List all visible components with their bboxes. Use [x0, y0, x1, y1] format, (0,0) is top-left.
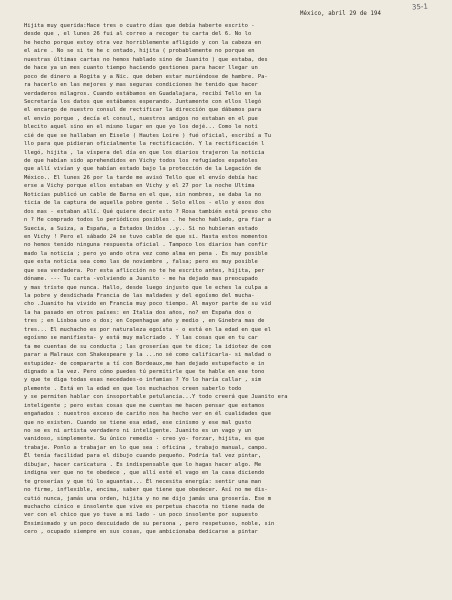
letter-line: que sea verdadera. Por esta aflicción no te he escrito antes, hijita, per — [24, 267, 265, 274]
letter-line: te groserías y que tú lo aguantas... Él necesita energía: sentir una man — [24, 478, 262, 485]
letter-line: ticia de la captura de aquella pobre gente . Solo ellos - ello y esos dos — [24, 200, 265, 207]
letter-line: cutió nunca, jamás una orden, hijita y no me dijo jamás una grosería. Ese m — [24, 495, 272, 502]
letter-line: cero , ocupado siempre en sus cosas, que ambicionaba dedicarse a pintar — [24, 529, 258, 536]
letter-line: blecito aquel sino en el mismo lugar en que yo los dejé... Como le noti — [24, 124, 258, 131]
letter-line: dibujar, hacer caricatura . Es indispensable que lo hagas hacer algo. Me — [24, 461, 262, 468]
letter-line: n ? He comprado todos lo periódicos posibles . he hecho hablado, gra fiar a — [24, 217, 272, 224]
letter-line: llegó, hijita , la víspera del día en que los diarios trajeron la noticia — [24, 149, 265, 156]
letter-line: Hijita muy querida:Hace tres o cuatro días que debía haberte escrito - — [24, 23, 255, 29]
letter-line: que no existen. Cuando se tiene esa edad, ese cinismo y ese mal gusto — [24, 419, 252, 426]
letter-line: erse a Vichy porque ellos estaban en Vichy y el 27 por la noche Ultima — [24, 183, 255, 190]
letter-line: ta me cuentas de su conducta ; las groserías que te dice; la idiotez de com — [24, 343, 272, 350]
letter-line: Ensimismado y un poco descuidado de su persona , pero respetuoso, noble, sin — [24, 520, 275, 527]
letter-line: México.. El lunes 26 por la tarde me avisó Tello que el envío debía hac — [24, 174, 258, 181]
letter-line: nuestras últimas cartas no hemos hablado sino de Juanito ) que estaba, des — [24, 56, 268, 63]
letter-line: que allí vivían y que habían estado bajo la protección de la Legación de — [24, 166, 262, 173]
letter-line: cié de que se hallaban en Eisele ( Hautes Loire ) fué oficial, escribí a Tu — [24, 132, 272, 139]
letter-body — [24, 22, 440, 537]
letter-line: ra hacerlo en las mejores y mas seguras condiciones he tenido que hacer — [24, 82, 258, 89]
letter-line: trabaje. Ponlo a trabajar en lo que sea : oficina , trabajo manual, campo. — [24, 444, 268, 451]
letter-line: dignado a la vez. Pero cómo puedes tú permitirle que te hable en ese tono — [24, 368, 265, 375]
letter-line: poco de dinero a Rogita y a Nic. que deben estar muriéndose de hambre. Pa- — [24, 73, 268, 80]
letter-line: ver con el chico que yo tuve a mi lado - un poco insolente por supuesto — [24, 512, 258, 519]
letter-line: la ha pasado en otros países: en Italia dos años, no? en España dos o — [24, 309, 252, 316]
letter-line: cho .Juanito ha vivido en Francia muy poco tiempo. Al mayor parte de su vid — [24, 301, 272, 308]
letter-line: llo para que pidieran oficialmente la rectificación. Y la rectificación l — [24, 141, 265, 148]
letter-line: inteligente ; pero estas cosas que me cuentas me hacen pensar que estamos — [24, 402, 265, 409]
letter-line: en Vichy ! Pero el sábado 24 se tuvo cable de que si. Hasta estos momentos — [24, 233, 268, 240]
letter-line: y se permiten hablar con insoportable petulancia...Y todo creerá que Juanito era — [24, 394, 288, 401]
letter-line: Suecia, a Suiza, a España, a Estados Unidos ..y.. Si no hubieran estado — [24, 225, 258, 232]
letter-line: engañados : nuestros exceso de cariño nos ha hecho ver en él cualidades que — [24, 411, 272, 418]
letter-line: plemente . Está en la edad en que los muchachos creen saberlo todo — [24, 385, 242, 392]
letter-line: no se es ni artista verdadero ni inteligente. Juanito es un vago y un — [24, 428, 252, 434]
letter-line: y mas triste que nunca. Hallo, desde luego injusto que le eches la culpa a — [24, 284, 268, 291]
letter-line: de hace ya un mes cuanto tiempo haciendo gestiones para hacer llegar un — [24, 65, 258, 72]
letter-line: mado la noticia ; pero yo ando otra vez como alma en pena . Es muy posible — [24, 250, 268, 257]
letter-line: el envío porque , decía el consul, nuestros amigos no estaban en el pue — [24, 115, 258, 122]
letter-line: el encargo de nuestro consul de rectificar la dirección que dábamos para — [24, 107, 262, 114]
letter-line: vanidoso, simplemente. Su único remedio - creo yo- forzar, hijita, es que — [24, 436, 265, 443]
letter-line: dóname. --- Tu carta -volviendo a Juanito - me ha dejado mas preocupado — [24, 276, 258, 283]
letter-line: tres... El muchacho es por naturaleza egoísta - o está en la edad en que el — [24, 326, 272, 333]
letter-line: y que te diga todas esas necedades-o infamias ? Yo lo haría callar , sim — [24, 377, 262, 384]
page-number: 35-1 — [411, 2, 429, 12]
letter-line: el aire . No se si te he c ontado, hijita ( probablemente no porque en — [24, 48, 255, 55]
letter-line: dos mas - estaban allí. Qué quiere decir esto ? Rosa también está preso cho — [24, 208, 272, 215]
letter-line: parar a Malraux con Shakespeare y la ...no sé como calificarla- si maldad o — [24, 352, 272, 359]
letter-line: Noticias publicó un cable de Barna en el que, sin nombres, se daba la no — [24, 191, 262, 198]
letter-line: desde que , el lunes 26 fui al correo a recoger tu carta del 6. No lo — [24, 31, 252, 38]
letter-line: estupidez- de compararte a tí con Bordeaux,me han dejado estupefacto e in — [24, 360, 265, 367]
letter-line: egoísmo se manifiesta- y está muy malcriado . Y las cosas que en tu car — [24, 335, 258, 342]
letter-line: he hecho porque estoy otra vez horriblemente afligido y con la cabeza en — [24, 39, 262, 46]
letter-line: verdaderos milagros. Cuando estábamos en Guadalajara, recibí Tello en la — [24, 90, 262, 97]
letter-line: tres ; en Lisboa uno o dos; en Copenhague año y medio , en Ginebra mas de — [24, 318, 265, 325]
dateline: México, abril 29 de 194 — [300, 11, 382, 17]
letter-line: Secretaría los datos que estábamos esperando. Juntamente con ellos llegó — [24, 98, 262, 105]
letter-line: muchacho cínico e insolente que vive es perpetua chacota no tiene nada de — [24, 503, 265, 510]
letter-line: no firme, inflexible, encima, saber que tiene que obedecer. Así no me dis- — [24, 487, 268, 494]
letter-line: de que habían sido aprehendidos en Vichy todos los refugiados españoles — [24, 158, 258, 164]
letter-line: no hemos tenido ninguna respuesta oficial . Tampoco los diarios han confir — [24, 242, 268, 249]
letter-line: la pobre y desdichada Francia de las maldades y del egoísmo del mucha- — [24, 293, 255, 299]
letter-line: indigna ver que no te obedece , que allí esté el vago en la casa diciendo — [24, 470, 265, 477]
letter-line: Él tenía facilidad para el dibujo cuando pequeño. Podría tal vez pintar, — [24, 453, 262, 460]
letter-line: que esta noticia sea como las de noviembre , falsa; pero es muy posible — [24, 259, 258, 266]
